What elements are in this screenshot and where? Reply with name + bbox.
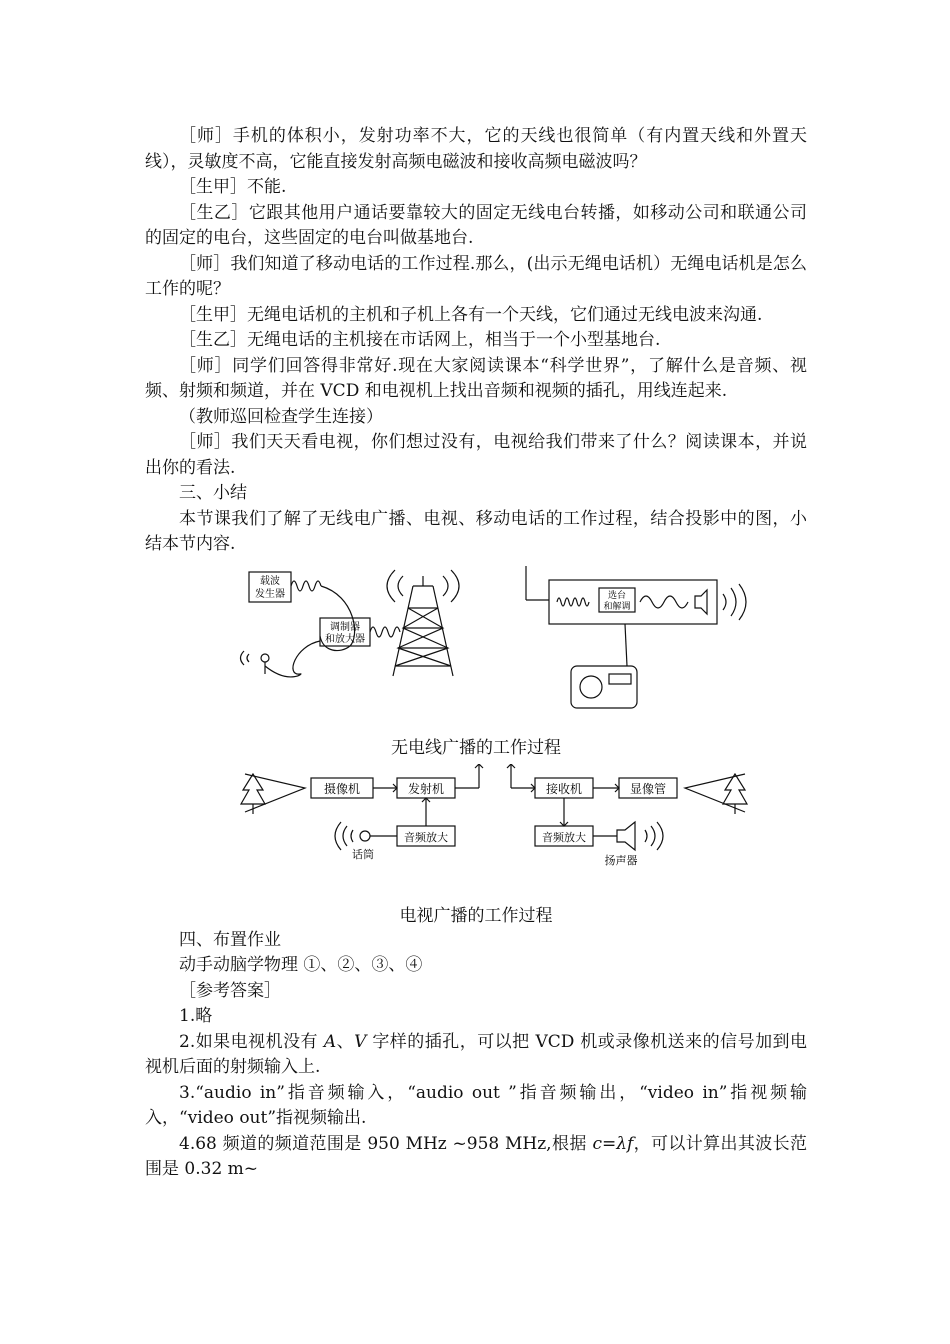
tv-broadcast-figure <box>145 764 807 904</box>
modulator-label-2: 和放大器 <box>325 633 365 645</box>
italic-V: V <box>354 1031 367 1052</box>
audio-wave-icon <box>640 596 688 608</box>
picture-tube-label: 显像管 <box>629 781 667 796</box>
speaker-icon <box>617 822 635 850</box>
italic-A: A <box>323 1031 337 1052</box>
audio-amp-left-label: 音频放大 <box>404 830 448 844</box>
paragraph <box>145 1030 807 1081</box>
section-heading: 三、小结 <box>179 483 247 503</box>
speaker-label: 扬声器 <box>604 853 638 867</box>
paragraph: ［生甲］不能. <box>179 177 287 197</box>
receiver-label: 接收机 <box>545 781 583 796</box>
radio-caption: 无电线广播的工作过程 <box>391 737 561 758</box>
tv-caption: 电视广播的工作过程 <box>399 905 553 926</box>
carrier-label-2: 发生器 <box>255 588 285 600</box>
paragraph: ［生甲］无绳电话机的主机和子机上各有一个天线，它们通过无线电波来沟通. <box>179 304 763 325</box>
tuner-label-1: 选台 <box>607 590 627 601</box>
speaker-icon <box>695 590 707 614</box>
camera-label: 摄像机 <box>323 781 361 796</box>
tree-icon-left <box>241 774 265 804</box>
radio-diagram <box>145 566 807 736</box>
carrier-wave-icon <box>291 581 321 591</box>
text: 4.68 频道的频道范围是 950 MHz ~958 MHz,根据 <box>179 1133 593 1154</box>
formula: c=λf <box>592 1133 634 1154</box>
text: 2.如果电视机没有 <box>179 1031 324 1052</box>
transmitter-label: 发射机 <box>407 781 445 796</box>
paragraph: ［生乙］它跟其他用户通话要靠较大的固定无线电台转播，如移动公司和联通公司的固定的电台，这些固定的电台叫做基地台. <box>145 202 807 248</box>
paragraph: ［师］我们知道了移动电话的工作过程.那么，(出示无绳电话机）无绳电话机是怎么工作的呢？ <box>145 253 807 299</box>
paragraph: ［师］我们天天看电视，你们想过没有，电视给我们带来了什么？阅读课本，并说出你的看法. <box>145 432 807 478</box>
portable-radio-icon <box>571 666 637 708</box>
text: 字样的插孔，可以把 VCD 机或录像机送来的信号加到电视机后面的射频输入上. <box>145 1031 808 1077</box>
tuner-label-2: 和解调 <box>603 601 631 612</box>
paragraph: ［参考答案］ <box>179 980 281 1001</box>
section-heading: 四、布置作业 <box>179 929 281 950</box>
carrier-label-1: 载波 <box>260 575 280 587</box>
paragraph: 1.略 <box>179 1006 213 1026</box>
paragraph: 动手动脑学物理 ①、②、③、④ <box>179 955 423 975</box>
modulated-wave-icon <box>370 627 400 637</box>
microphone-icon <box>360 831 370 841</box>
paragraph: （教师巡回检查学生连接） <box>179 406 383 427</box>
radio-receiver-box <box>549 580 717 624</box>
radio-broadcast-figure <box>145 566 807 736</box>
paragraph: ［师］同学们回答得非常好.现在大家阅读课本“科学世界”，了解什么是音频、视频、射频和频道，并在 VCD 和电视机上找出音频和视频的插孔，用线连起来. <box>145 355 807 401</box>
document-page <box>145 124 807 1183</box>
paragraph: 3.“audio in”指音频输入，“audio out ”指音频输出，“video in”指视频输入，“video out”指视频输出. <box>145 1082 807 1128</box>
paragraph: 本节课我们了解了无线电广播、电视、移动电话的工作过程，结合投影中的图，小结本节内容. <box>145 508 807 554</box>
microphone-label: 话筒 <box>352 847 374 861</box>
text: ，可以计算出其波长范围是 0.32 m~ <box>145 1133 807 1179</box>
text: 、 <box>336 1031 355 1052</box>
antenna-tower-icon <box>393 586 453 676</box>
modulator-label-1: 调制器 <box>330 621 360 633</box>
tv-diagram <box>145 764 807 904</box>
paragraph: ［生乙］无绳电话的主机接在市话网上，相当于一个小型基地台. <box>179 330 661 350</box>
audio-amp-right-label: 音频放大 <box>542 830 586 844</box>
paragraph: ［师］手机的体积小，发射功率不大，它的天线也很简单（有内置天线和外置天线），灵敏度不高，它能直接发射高频电磁波和接收高频电磁波吗？ <box>145 126 807 172</box>
microphone-icon <box>261 654 269 662</box>
paragraph <box>145 1132 807 1183</box>
